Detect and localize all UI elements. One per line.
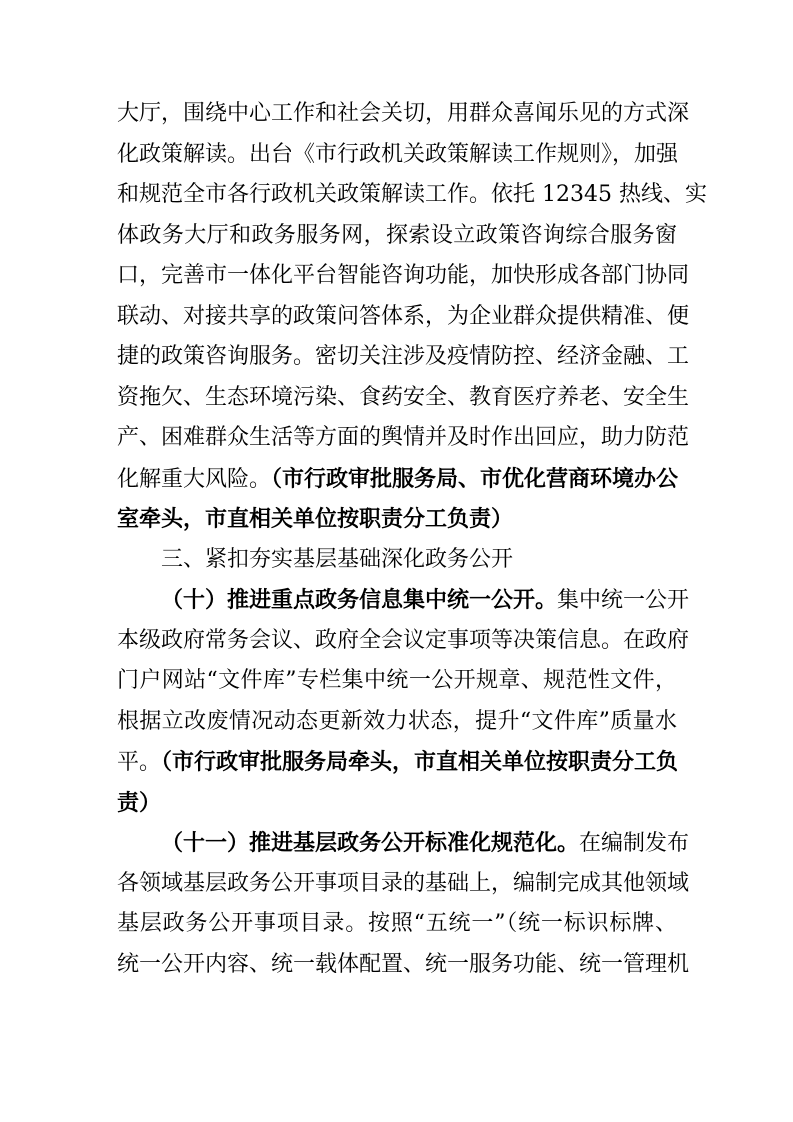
text-line: [117, 864, 690, 905]
text-segment: 体政务大厅和政务服务网，探索设立政策咨询综合服务窗: [117, 222, 677, 248]
bold-segment: （市行政审批服务局、市优化营商环境办公: [271, 465, 679, 492]
text-line: [117, 216, 677, 257]
text-line: [117, 580, 690, 621]
text-line: [117, 337, 690, 378]
body-text: [117, 94, 707, 985]
text-segment: 集中统一公开: [557, 588, 690, 613]
text-line: [117, 621, 690, 662]
bold-segment: 室牵头，市直相关单位按职责分工负责）: [117, 506, 514, 532]
text-line: [117, 945, 690, 986]
text-line: [117, 702, 677, 743]
text-line: [117, 823, 690, 864]
text-line: [117, 661, 677, 702]
text-segment: 化解重大风险。: [117, 466, 272, 492]
text-line: [117, 135, 677, 176]
text-segment: 基层政务公开事项目录。按照“五统一”（统一标识标牌、: [117, 911, 677, 936]
text-segment: 本级政府常务会议、政府全会议定事项等决策信息。在政府: [117, 627, 690, 653]
text-segment: 口，完善市一体化平台智能咨询功能，加快形成各部门协同: [117, 263, 690, 288]
text-segment: 各领域基层政务公开事项目录的基础上，编制完成其他领域: [117, 870, 690, 896]
text-line: [117, 378, 690, 419]
text-segment: 门户网站“文件库”专栏集中统一公开规章、规范性文件，: [117, 668, 677, 693]
bold-segment: 责）: [117, 789, 162, 816]
text-line: [117, 459, 677, 500]
bold-segment: （十）推进重点政务信息集中统一公开。: [161, 587, 558, 613]
text-segment: 统一公开内容、统一载体配置、统一服务功能、统一管理机: [117, 951, 690, 977]
text-segment: 平。: [117, 750, 162, 775]
text-segment: 根据立改废情况动态更新效力状态，提升“文件库”质量水: [117, 708, 677, 734]
bold-segment: （市行政审批服务局牵头，市直相关单位按职责分工负: [161, 749, 679, 775]
text-line: [117, 297, 690, 338]
text-line: [117, 904, 677, 945]
text-line: [117, 742, 677, 783]
text-line: [117, 175, 707, 216]
text-segment: 大厅，围绕中心工作和社会关切，用群众喜闻乐见的方式深: [117, 101, 690, 126]
text-segment: 和规范全市各行政机关政策解读工作。依托 12345 热线、实: [117, 182, 707, 207]
text-segment: 产、困难群众生活等方面的舆情并及时作出回应，助力防范: [117, 425, 690, 450]
text-line: [117, 94, 690, 135]
text-line: [117, 418, 690, 459]
text-line: [117, 783, 677, 824]
text-segment: 在编制发布: [579, 831, 690, 856]
text-segment: 捷的政策咨询服务。密切关注涉及疫情防控、经济金融、工: [117, 344, 690, 369]
text-segment: 化政策解读。出台《市行政机关政策解读工作规则》，加强: [117, 141, 679, 167]
text-line: [117, 256, 690, 297]
text-segment: 资拖欠、生态环境污染、食药安全、教育医疗养老、安全生: [117, 384, 690, 410]
section-heading: [117, 540, 677, 581]
bold-segment: （十一）推进基层政务公开标准化规范化。: [161, 830, 580, 856]
text-line: [117, 499, 677, 540]
text-segment: 三、紧扣夯实基层基础深化政务公开: [161, 546, 514, 572]
text-segment: 联动、对接共享的政策问答体系，为企业群众提供精准、便: [117, 303, 690, 329]
